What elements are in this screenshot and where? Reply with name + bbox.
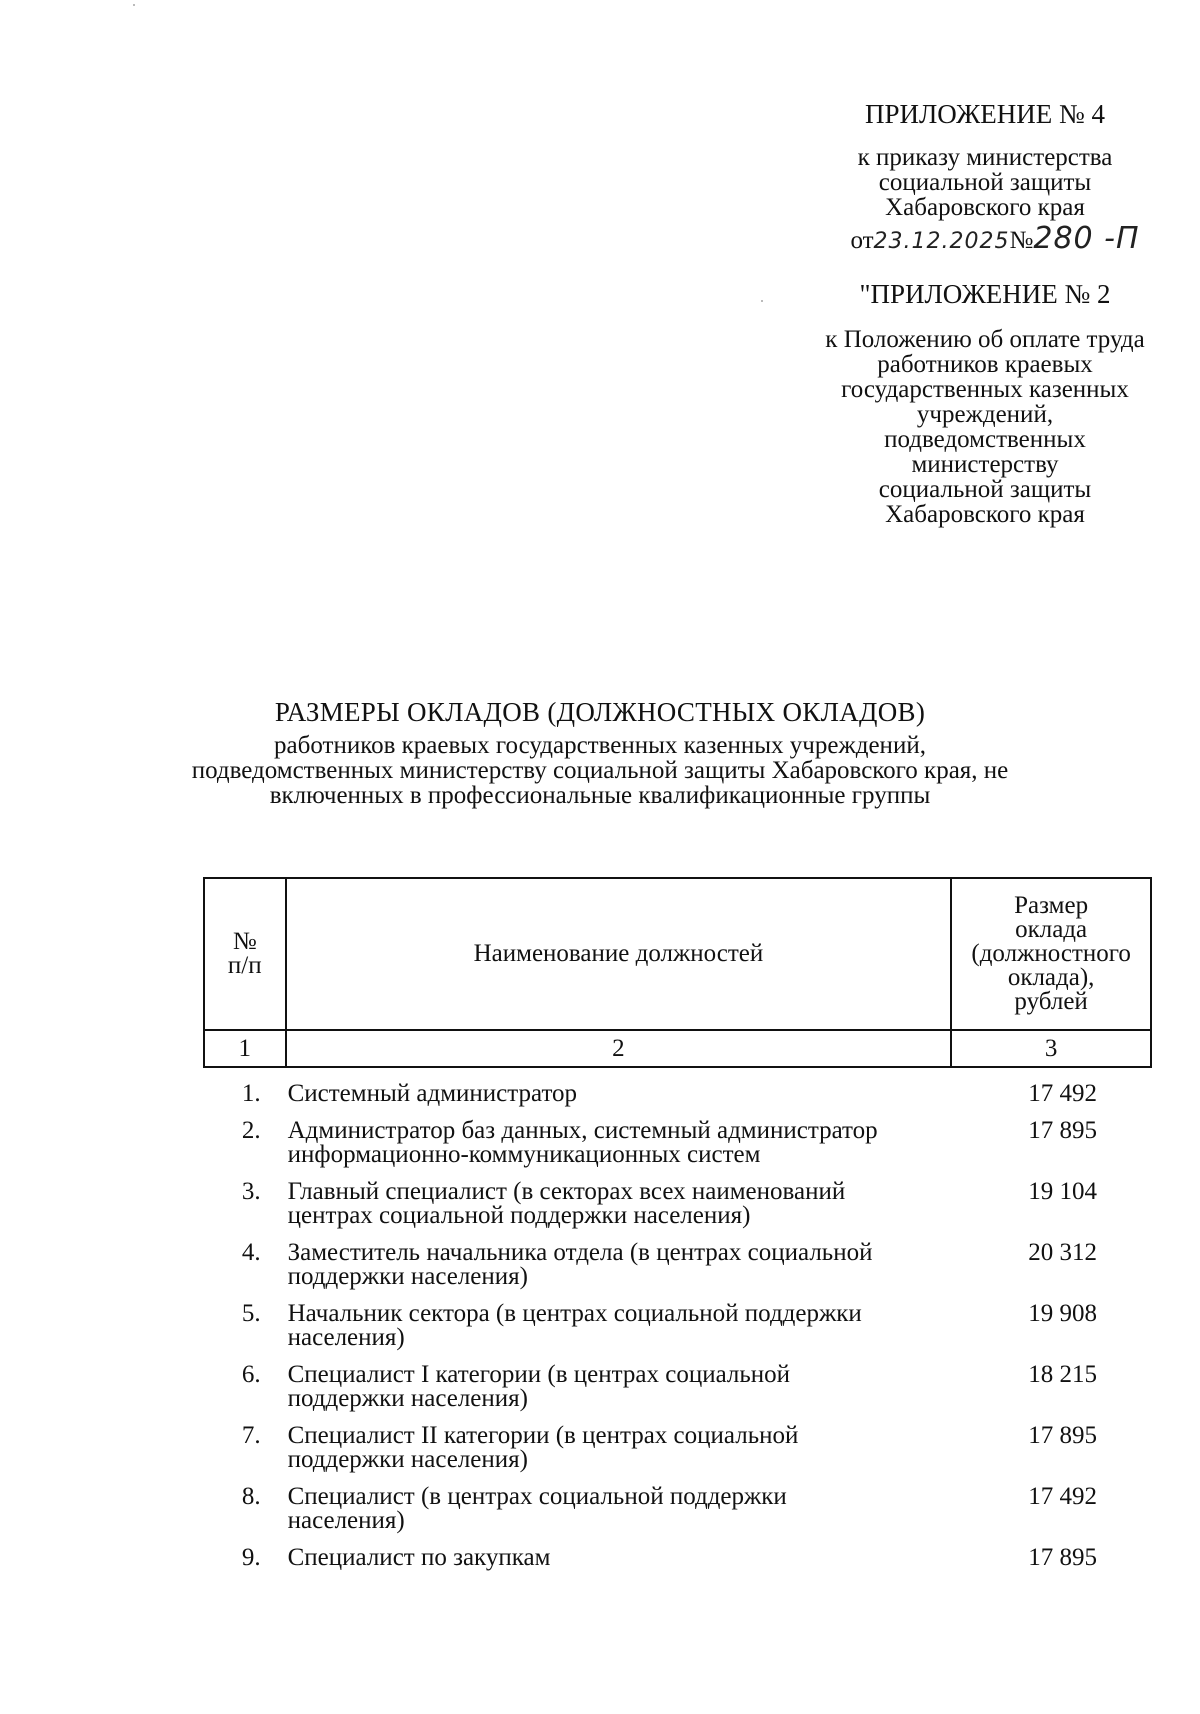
reference-line: работников краевых <box>877 351 1093 378</box>
table-row <box>203 1546 1152 1570</box>
table-row <box>203 1180 1152 1228</box>
salary-rows <box>203 1082 1152 1583</box>
row-position-name <box>288 1424 954 1472</box>
row-salary-value: 20 312 <box>1028 1239 1097 1266</box>
row-position-name <box>288 1302 954 1350</box>
row-position-name <box>288 1241 954 1289</box>
header-salary-line: рублей <box>1014 988 1088 1015</box>
row-number: 1. <box>241 1080 261 1107</box>
position-name-line: Специалист по закупкам <box>287 1544 551 1571</box>
row-salary-value: 19 908 <box>1028 1300 1097 1327</box>
row-position-name <box>288 1082 954 1106</box>
row-number: 7. <box>241 1422 261 1449</box>
salary-table-header <box>203 877 1152 1068</box>
table-row <box>203 1119 1152 1167</box>
subtitle-line: работников краевых государственных казенных учреждений, <box>274 732 926 759</box>
header-num-cell <box>204 878 286 1030</box>
row-position-name <box>288 1180 954 1228</box>
row-position-name <box>288 1546 954 1570</box>
column-number-cell: 1 <box>204 1030 286 1067</box>
document-title: РАЗМЕРЫ ОКЛАДОВ (ДОЛЖНОСТНЫХ ОКЛАДОВ) <box>274 697 926 727</box>
row-number: 5. <box>241 1300 261 1327</box>
row-position-name <box>288 1485 954 1533</box>
header-salary-line: Размер <box>1014 892 1089 919</box>
handwritten-number: 280 -П <box>1033 221 1140 256</box>
row-salary-value: 19 104 <box>1028 1178 1097 1205</box>
table-row <box>203 1424 1152 1472</box>
reference-line: Хабаровского края <box>885 501 1085 528</box>
row-position-name <box>288 1363 954 1411</box>
row-number: 4. <box>241 1239 261 1266</box>
column-number-row <box>204 1030 1151 1067</box>
position-name-line: населения) <box>287 1507 405 1534</box>
subtitle-line: подведомственных министерству социальной защиты Хабаровского края, не <box>191 757 1009 784</box>
column-number-cell: 3 <box>951 1030 1151 1067</box>
reference-line: министерству <box>911 451 1059 478</box>
header-name-cell: Наименование должностей <box>286 878 952 1030</box>
order-line: Хабаровского края <box>885 194 1085 221</box>
reference-line: учреждений, <box>916 401 1054 428</box>
position-name-line: Начальник сектора (в центрах социальной поддержки <box>287 1300 862 1327</box>
table-row <box>203 1302 1152 1350</box>
position-name-line: населения) <box>287 1324 405 1351</box>
header-salary-cell <box>951 878 1151 1030</box>
order-line: социальной защиты <box>878 169 1092 196</box>
position-name-line: информационно-коммуникационных систем <box>287 1141 761 1168</box>
row-salary-value: 17 895 <box>1028 1544 1097 1571</box>
appendix-2-reference <box>740 327 1200 527</box>
row-number: 3. <box>241 1178 261 1205</box>
row-salary-value: 17 492 <box>1028 1080 1097 1107</box>
reference-line: социальной защиты <box>878 476 1092 503</box>
row-number: 2. <box>241 1117 261 1144</box>
table-row <box>203 1485 1152 1533</box>
appendix-2-block <box>740 279 1200 528</box>
header-row <box>204 878 1151 1030</box>
header-salary-line: (должностного <box>971 940 1131 967</box>
position-name-line: поддержки населения) <box>287 1263 528 1290</box>
position-name-line: поддержки населения) <box>287 1385 528 1412</box>
reference-line: подведомственных <box>884 426 1086 453</box>
position-name-line: Администратор баз данных, системный администратор <box>287 1117 878 1144</box>
row-number: 6. <box>241 1361 261 1388</box>
order-line: к приказу министерства <box>857 144 1113 171</box>
order-reference <box>740 145 1200 220</box>
order-date-line <box>740 221 1200 256</box>
table-row <box>203 1241 1152 1289</box>
reference-line: к Положению об оплате труда <box>825 326 1145 353</box>
appendix-2-title: "ПРИЛОЖЕНИЕ № 2 <box>859 279 1111 309</box>
document-subtitle <box>0 733 1200 808</box>
table-row <box>203 1363 1152 1411</box>
row-salary-value: 17 895 <box>1028 1117 1097 1144</box>
row-number: 9. <box>241 1544 261 1571</box>
row-position-name <box>288 1119 954 1167</box>
scan-speck <box>133 4 135 6</box>
position-name-line: Заместитель начальника отдела (в центрах социальной <box>287 1239 873 1266</box>
reference-line: государственных казенных <box>841 376 1129 403</box>
subtitle-line: включенных в профессиональные квалификационные группы <box>269 782 931 809</box>
position-name-line: Специалист II категории (в центрах социальной <box>287 1422 799 1449</box>
position-name-line: центрах социальной поддержки населения) <box>287 1202 751 1229</box>
appendix-4-title: ПРИЛОЖЕНИЕ № 4 <box>864 99 1106 129</box>
header-salary-line: оклада <box>1015 916 1088 943</box>
position-name-line: Главный специалист (в секторах всех наименований <box>287 1178 846 1205</box>
row-salary-value: 17 895 <box>1028 1422 1097 1449</box>
date-prefix: от <box>850 227 874 254</box>
appendix-4-block <box>740 99 1200 256</box>
position-name-line: Специалист (в центрах социальной поддержки <box>287 1483 787 1510</box>
header-salary-line: оклада), <box>1007 964 1095 991</box>
position-name-line: Системный администратор <box>287 1080 578 1107</box>
number-sign: № <box>1009 227 1034 254</box>
row-salary-value: 18 215 <box>1028 1361 1097 1388</box>
position-name-line: Специалист I категории (в центрах социальной <box>287 1361 791 1388</box>
header-num-line: № <box>232 928 257 955</box>
column-number-cell: 2 <box>286 1030 952 1067</box>
header-num-line: п/п <box>227 952 262 979</box>
row-number: 8. <box>241 1483 261 1510</box>
handwritten-date: 23.12.2025 <box>873 229 1010 254</box>
table-row <box>203 1082 1152 1106</box>
row-salary-value: 17 492 <box>1028 1483 1097 1510</box>
position-name-line: поддержки населения) <box>287 1446 528 1473</box>
